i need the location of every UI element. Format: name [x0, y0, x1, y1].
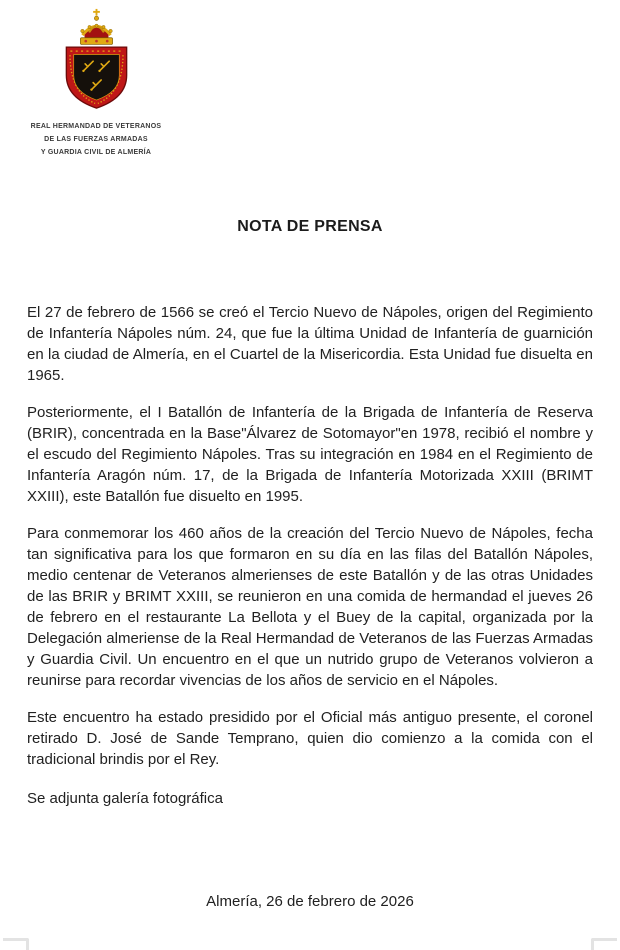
attachment-note: Se adjunta galería fotográfica — [27, 790, 223, 807]
org-name-line-2: DE LAS FUERZAS ARMADAS — [44, 136, 148, 143]
press-release-body — [27, 302, 593, 825]
org-name-line-1: REAL HERMANDAD DE VETERANOS — [30, 123, 162, 130]
letterhead — [8, 8, 184, 159]
organization-name — [8, 120, 184, 159]
dateline: Almería, 26 de febrero de 2026 — [206, 893, 414, 910]
next-content-preview-corner-left — [3, 938, 29, 950]
paragraph-1: El 27 de febrero de 1566 se creó el Tercio Nuevo de Nápoles, origen del Regimiento de Infantería Nápoles núm. 24, que fue la última Unidad de Infantería de guarnición en la ciudad de Almería, en el Cuartel de la Misericordia. Esta Unidad fue disuelta en 1965. — [27, 304, 593, 384]
paragraph-2: Posteriormente, el I Batallón de Infantería de la Brigada de Infantería de Reserva (BRIR), concentrada en la Base"Álvarez de Sotomayor"en 1978, recibió el nombre y el escudo del Regimiento Nápoles. Tras su integración en 1984 en el Regimiento de Infantería Aragón núm. 17, de la Brigada de Infantería Motorizada XXIII (BRIMT XXIII), este Batallón fue disuelto en 1995. — [27, 404, 593, 505]
next-content-preview-corner-right — [591, 938, 617, 950]
paragraph-4: Este encuentro ha estado presidido por el Oficial más antiguo presente, el coronel retirado D. José de Sande Temprano, quien dio comienzo a la comida con el tradicional brindis por el Rey. — [27, 709, 593, 768]
org-name-line-3: Y GUARDIA CIVIL DE ALMERÍA — [40, 149, 152, 156]
organization-crest-icon — [63, 8, 130, 109]
document-title: NOTA DE PRENSA — [237, 218, 383, 235]
paragraph-3: Para conmemorar los 460 años de la creación del Tercio Nuevo de Nápoles, fecha tan significativa para los que formaron en su día en las filas del Batallón Nápoles, medio centenar de Veteranos almerienses de este Batallón y de las otras Unidades de las BRIR y BRIMT XXIII, se reunieron en una comida de hermandad el jueves 26 de febrero en el restaurante La Bellota y el Buey de la capital, organizada por la Delegación almeriense de la Real Hermandad de Veteranos de las Fuerzas Armadas y Guardia Civil. Un encuentro en el que un nutrido grupo de Veteranos volvieron a reunirse para recordar vivencias de los años de servicio en el Nápoles. — [27, 525, 593, 689]
